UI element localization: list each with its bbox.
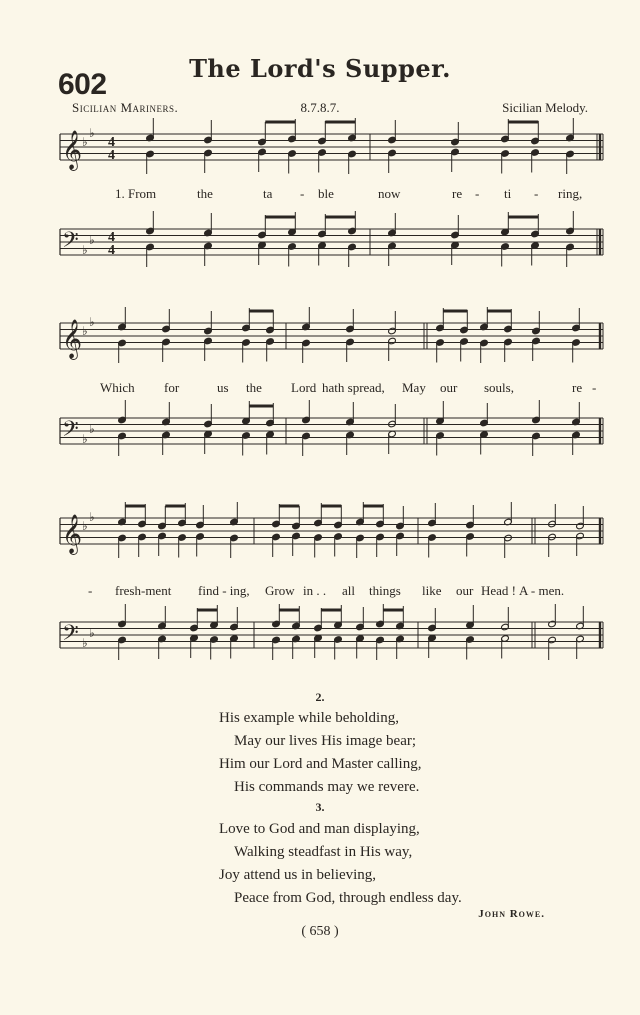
- lyric-syllable: in . .: [303, 583, 327, 598]
- lyric-syllable: the: [197, 186, 213, 201]
- treble-clef-icon: 𝄞: [62, 514, 83, 554]
- lyric-syllable: re: [452, 186, 463, 201]
- lyric-line-1: [60, 186, 605, 204]
- flat-icon: ♭: [89, 626, 95, 640]
- lyric-syllable: our: [456, 583, 474, 598]
- treble-clef-icon: 𝄞: [62, 319, 83, 359]
- flat-icon: ♭: [89, 315, 95, 329]
- verse-line: Peace from God, through endless day.: [234, 890, 462, 906]
- time-signature-denominator: 4: [108, 243, 115, 258]
- lyric-syllable: -: [475, 186, 480, 201]
- lyric-syllable: -: [300, 186, 305, 201]
- bass-clef-icon: 𝄢: [62, 621, 79, 651]
- composer: Sicilian Melody.: [502, 100, 588, 115]
- time-signature-numerator: 4: [108, 135, 115, 150]
- flat-icon: ♭: [82, 324, 88, 338]
- lyric-syllable: ring,: [558, 186, 583, 201]
- flat-icon: ♭: [82, 519, 88, 533]
- lyric-syllable: ble: [318, 186, 334, 201]
- lyric-syllable: like: [422, 583, 442, 598]
- lyric-syllable: re: [572, 380, 583, 395]
- verse-number: 3.: [315, 800, 325, 814]
- lyric-syllable: -: [88, 583, 93, 598]
- lyric-syllable: -: [592, 380, 597, 395]
- verse-line: Joy attend us in believing,: [219, 867, 377, 883]
- verse-line: Love to God and man displaying,: [219, 821, 420, 837]
- page-number: ( 658 ): [301, 924, 339, 939]
- lyric-syllable: our: [440, 380, 458, 395]
- lyric-syllable: 1. From: [115, 186, 157, 201]
- bass-clef-icon: 𝄢: [62, 417, 79, 447]
- verse-line: Him our Lord and Master calling,: [219, 756, 422, 772]
- hymn-number: 602: [58, 68, 107, 101]
- lyric-syllable: for: [164, 380, 180, 395]
- verse-line: His commands may we revere.: [234, 779, 420, 795]
- flat-icon: ♭: [82, 135, 88, 149]
- lyric-syllable: now: [378, 186, 401, 201]
- lyric-syllable: ta: [263, 186, 273, 201]
- flat-icon: ♭: [89, 422, 95, 436]
- lyric-syllable: things: [369, 583, 401, 598]
- flat-icon: ♭: [82, 432, 88, 446]
- flat-icon: ♭: [82, 636, 88, 650]
- verse-line: His example while beholding,: [219, 710, 399, 726]
- flat-icon: ♭: [89, 233, 95, 247]
- flat-icon: ♭: [89, 510, 95, 524]
- lyric-syllable: A - men.: [519, 583, 565, 598]
- bass-clef-icon: 𝄢: [62, 228, 79, 258]
- treble-clef-icon: 𝄞: [62, 130, 83, 170]
- time-signature-numerator: 4: [108, 230, 115, 245]
- flat-icon: ♭: [89, 126, 95, 140]
- verse-number: 2.: [315, 690, 325, 704]
- lyric-syllable: Grow: [265, 583, 295, 598]
- lyric-syllable: us: [217, 380, 229, 395]
- author-credit: John Rowe.: [478, 908, 545, 920]
- lyric-line-2: [60, 380, 605, 398]
- lyric-syllable: Lord: [291, 380, 317, 395]
- lyric-syllable: May: [402, 380, 426, 395]
- lyric-syllable: ti: [504, 186, 512, 201]
- lyric-syllable: souls,: [484, 380, 514, 395]
- tune-name: Sicilian Mariners.: [72, 100, 179, 115]
- lyric-syllable: all: [342, 583, 355, 598]
- time-signature-denominator: 4: [108, 148, 115, 163]
- lyric-syllable: fresh-ment: [115, 583, 172, 598]
- lyric-syllable: find - ing,: [198, 583, 250, 598]
- verse-line: Walking steadfast in His way,: [234, 844, 413, 860]
- lyric-syllable: the: [246, 380, 262, 395]
- flat-icon: ♭: [82, 243, 88, 257]
- lyric-syllable: Which: [100, 380, 135, 395]
- lyric-syllable: hath spread,: [322, 380, 385, 395]
- lyric-line-3: [60, 583, 605, 601]
- lyric-syllable: -: [534, 186, 539, 201]
- hymn-title: The Lord's Supper.: [189, 54, 451, 83]
- lyric-syllable: Head !: [481, 583, 517, 598]
- meter: 8.7.8.7.: [300, 100, 340, 115]
- verse-line: May our lives His image bear;: [234, 733, 417, 749]
